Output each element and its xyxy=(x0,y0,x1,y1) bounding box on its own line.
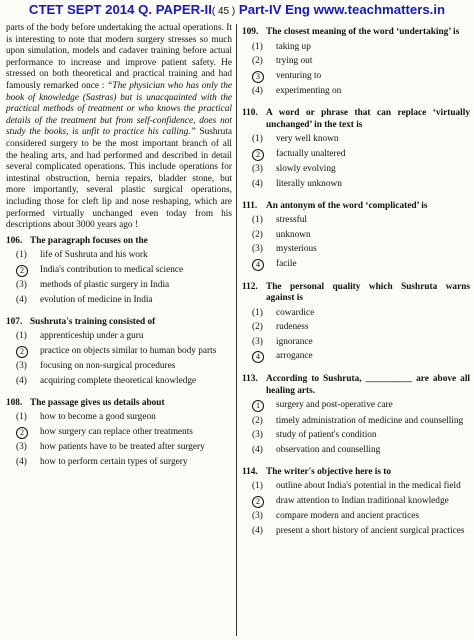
question-number: 109. xyxy=(242,27,259,37)
option-number: (3) xyxy=(252,511,263,522)
question-gap xyxy=(242,364,470,370)
option-number: (1) xyxy=(16,412,27,423)
question-gap xyxy=(6,388,232,394)
option-number: (1) xyxy=(16,250,27,261)
option-text: observation and counselling xyxy=(276,445,381,456)
option-number: (3) xyxy=(252,244,263,255)
answer-option xyxy=(252,308,470,320)
option-text: practice on objects similar to human body parts xyxy=(40,345,217,356)
option-text: ignorance xyxy=(276,336,313,347)
question-text: The personal quality which Sushruta warns against is xyxy=(266,281,470,304)
question xyxy=(242,467,470,544)
question-text: Sushruta's training consisted of xyxy=(30,316,156,327)
answer-option xyxy=(252,149,470,162)
passage-part2: Sushruta considered surgery to be the most important branch of all the healing arts, and had performed and described in detail several complicated operations. This include operations for intestinal obstruction, hernia repairs, bladder stone, but more importantly, several plastic surgical operations, including those for cleft lip and nose reshaping, which are performed virtually unchanged even today from his descriptions about 3000 years ago ! xyxy=(6,127,232,231)
question-stem xyxy=(242,374,470,397)
answer-option xyxy=(252,56,470,68)
option-marked-number: 2 xyxy=(252,496,264,508)
question-number: 110. xyxy=(242,107,258,118)
option-number: (1) xyxy=(16,331,27,342)
answer-option xyxy=(252,71,470,84)
option-text: evolution of medicine in India xyxy=(40,295,153,306)
marked-option-circle xyxy=(252,496,276,509)
option-text: how to become a good surgeon xyxy=(40,412,156,423)
option-text: unknown xyxy=(276,229,311,240)
marked-option-circle xyxy=(252,149,276,162)
question-gap xyxy=(242,272,470,278)
answer-option xyxy=(16,442,232,454)
answer-option xyxy=(252,322,470,334)
question-number: 111. xyxy=(242,200,258,211)
column-divider xyxy=(236,24,237,636)
question-text: According to Sushruta, __________ are above all healing arts. xyxy=(266,374,470,396)
option-marked-number: 4 xyxy=(252,351,264,363)
option-number: (3) xyxy=(16,442,27,453)
option-text: surgery and post-operative care xyxy=(276,400,393,411)
option-number: (2) xyxy=(252,56,263,67)
passage-quote: “The physician who has only the book of knowledge (Sastras) but is unacquainted with the practical methods of treatment or who knows the practical details of the treatment but from self-confidence, does not study the books, is unfit to practice his calling.” xyxy=(6,80,232,138)
question xyxy=(6,236,232,313)
answer-option xyxy=(252,244,470,256)
answer-option xyxy=(252,86,470,98)
question xyxy=(242,108,470,197)
answer-option xyxy=(252,400,470,413)
answer-option xyxy=(16,361,232,373)
passage-text xyxy=(6,23,232,232)
answer-option xyxy=(16,427,232,440)
question-stem xyxy=(6,317,232,329)
option-text: venturing to xyxy=(276,70,322,81)
question-number: 106. xyxy=(6,235,23,246)
question-number: 114. xyxy=(242,466,258,477)
option-text: rudeness xyxy=(276,322,309,333)
passage-part1: parts of the body before undertaking the actual operations. It is interesting to note that modern surgery stresses so much upon simulation, models and cadaver training before actual performance to increase and improve patient safety. He stressed on both theoretical and practical training and had famously remarked once : xyxy=(6,23,232,91)
option-number: (3) xyxy=(16,280,27,291)
option-number: (1) xyxy=(252,134,263,145)
question-stem xyxy=(242,282,470,305)
question-stem xyxy=(242,27,470,39)
option-number: (2) xyxy=(252,229,263,240)
answer-option xyxy=(16,280,232,292)
question-gap xyxy=(242,538,470,544)
option-text: study of patient's condition xyxy=(276,430,377,441)
answer-option xyxy=(252,215,470,227)
option-text: trying out xyxy=(276,56,313,67)
question-number: 112. xyxy=(242,281,258,292)
marked-option-circle xyxy=(16,427,40,440)
question-gap xyxy=(6,469,232,475)
option-text: how surgery can replace other treatments xyxy=(40,426,193,437)
option-text: mysterious xyxy=(276,244,317,255)
question xyxy=(242,282,470,371)
option-text: how patients have to be treated after surgery xyxy=(40,442,205,453)
question xyxy=(242,27,470,104)
option-text: focusing on non-surgical procedures xyxy=(40,361,176,372)
option-number: (4) xyxy=(252,178,263,189)
answer-option xyxy=(252,337,470,349)
option-text: draw attention to Indian traditional knowledge xyxy=(276,495,449,506)
option-number: (1) xyxy=(252,481,263,492)
option-text: apprenticeship under a guru xyxy=(40,331,144,342)
question-number: 107. xyxy=(6,316,23,327)
option-text: life of Sushruta and his work xyxy=(40,250,148,261)
option-text: experimenting on xyxy=(276,86,342,97)
option-number: (4) xyxy=(252,445,263,456)
answer-option xyxy=(252,481,470,493)
option-text: arrogance xyxy=(276,351,313,362)
option-number: (3) xyxy=(252,430,263,441)
question-gap xyxy=(242,457,470,463)
marked-option-circle xyxy=(252,351,276,364)
option-marked-number: 3 xyxy=(252,71,264,83)
answer-option xyxy=(252,42,470,54)
question-text: The writer's objective here is to xyxy=(266,466,392,477)
option-text: stressful xyxy=(276,215,307,226)
option-text: outline about India's potential in the medical field xyxy=(276,481,461,492)
option-text: methods of plastic surgery in India xyxy=(40,280,170,291)
answer-option xyxy=(16,457,232,469)
question-stem xyxy=(242,108,470,131)
option-text: literally unknown xyxy=(276,178,342,189)
answer-option xyxy=(16,295,232,307)
answer-option xyxy=(252,416,470,428)
question-number: 113. xyxy=(242,374,258,385)
option-text: very well known xyxy=(276,134,339,145)
question-gap xyxy=(242,98,470,104)
option-text: present a short history of ancient surgical practices xyxy=(276,526,465,536)
option-number: (3) xyxy=(16,361,27,372)
option-number: (4) xyxy=(16,376,27,387)
answer-option xyxy=(252,496,470,509)
page-number: ( 45 ) xyxy=(211,6,236,17)
marked-option-circle xyxy=(252,71,276,84)
option-text: cowardice xyxy=(276,307,315,318)
option-number: (2) xyxy=(252,322,263,333)
left-column xyxy=(6,23,232,475)
question-gap xyxy=(6,307,232,313)
answer-option xyxy=(16,346,232,359)
option-text: compare modern and ancient practices xyxy=(276,511,419,522)
option-text: facile xyxy=(276,258,297,269)
option-text: timely administration of medicine and counselling xyxy=(276,415,464,426)
question-text: An antonym of the word ‘complicated’ is xyxy=(266,200,428,211)
option-number: (1) xyxy=(252,41,263,52)
answer-option xyxy=(16,412,232,424)
option-marked-number: 2 xyxy=(16,427,28,439)
marked-option-circle xyxy=(16,265,40,278)
option-marked-number: 2 xyxy=(16,265,28,277)
marked-option-circle xyxy=(252,400,276,413)
question-stem xyxy=(6,236,232,248)
option-number: (2) xyxy=(252,415,263,426)
option-text: slowly evolving xyxy=(276,164,336,175)
option-marked-number: 2 xyxy=(16,346,28,358)
right-column xyxy=(242,23,470,544)
question-number: 108. xyxy=(6,397,23,408)
header-title: CTET SEPT 2014 Q. PAPER-II xyxy=(28,2,212,17)
answer-option xyxy=(252,134,470,146)
option-text: factually unaltered xyxy=(276,148,346,159)
question-gap xyxy=(242,191,470,197)
answer-option xyxy=(252,179,470,191)
option-number: (1) xyxy=(252,307,263,318)
option-number: (1) xyxy=(252,215,263,226)
answer-option xyxy=(252,259,470,272)
header-site: Part-IV Eng www.teachmatters.in xyxy=(238,2,446,17)
question xyxy=(6,317,232,394)
answer-option xyxy=(252,526,470,538)
answer-option xyxy=(252,430,470,442)
option-number: (4) xyxy=(252,526,263,536)
question xyxy=(242,374,470,463)
option-marked-number: 2 xyxy=(252,149,264,161)
answer-option xyxy=(16,265,232,278)
option-number: (4) xyxy=(16,457,27,467)
option-text: India's contribution to medical science xyxy=(40,264,184,275)
answer-option xyxy=(252,230,470,242)
question-text: The closest meaning of the word ‘undertaking’ is xyxy=(266,27,460,37)
question-text: The passage gives us details about xyxy=(30,397,165,408)
answer-option xyxy=(252,164,470,176)
answer-option xyxy=(252,511,470,523)
option-text: how to perform certain types of surgery xyxy=(40,457,188,467)
question-text: A word or phrase that can replace ‘virtually unchanged’ in the text is xyxy=(266,107,470,130)
option-number: (4) xyxy=(252,86,263,97)
answer-option xyxy=(16,250,232,262)
marked-option-circle xyxy=(252,259,276,272)
question-stem xyxy=(242,467,470,479)
page-header xyxy=(0,0,474,22)
answer-option xyxy=(252,445,470,457)
answer-option xyxy=(252,351,470,364)
right-questions xyxy=(242,27,470,544)
question-text: The paragraph focuses on the xyxy=(30,235,148,246)
option-number: (3) xyxy=(252,164,263,175)
option-number: (3) xyxy=(252,336,263,347)
marked-option-circle xyxy=(16,346,40,359)
option-marked-number: 1 xyxy=(252,400,264,412)
question xyxy=(242,201,470,278)
option-text: acquiring complete theoretical knowledge xyxy=(40,376,197,387)
option-marked-number: 4 xyxy=(252,259,264,271)
question-stem xyxy=(6,398,232,410)
answer-option xyxy=(16,376,232,388)
option-number: (4) xyxy=(16,295,27,306)
option-text: taking up xyxy=(276,41,311,52)
question xyxy=(6,398,232,475)
question-stem xyxy=(242,201,470,213)
answer-option xyxy=(16,331,232,343)
left-questions xyxy=(6,236,232,475)
